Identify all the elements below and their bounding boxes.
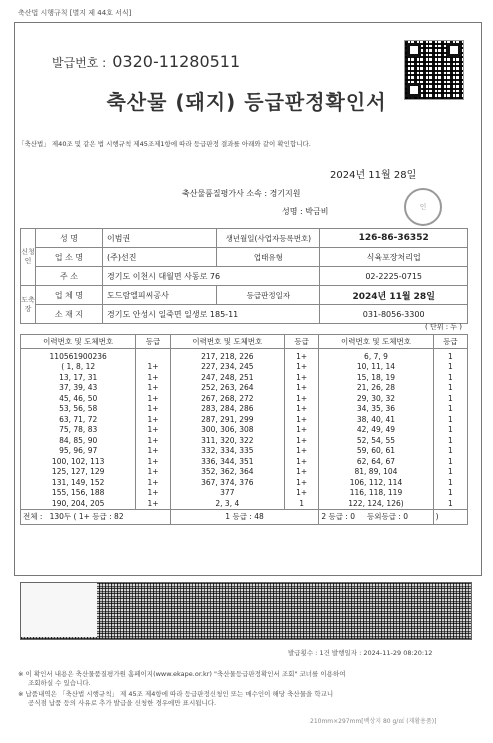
grade-row — [21, 414, 468, 425]
grade-row — [21, 362, 468, 373]
grade-cell: 1+ — [284, 372, 318, 383]
section-slaughterhouse: 도축장 — [21, 286, 36, 324]
grade-cell: 1+ — [284, 404, 318, 415]
trace-number-cell: 42, 49, 49 — [319, 425, 433, 436]
totals-cell — [21, 509, 171, 524]
grade-cell: 1+ — [284, 393, 318, 404]
grade-cell: 1 — [433, 446, 467, 457]
note-verify: ※ 이 확인서 내용은 축산물품질평가원 홈페이지(www.ekape.or.kr) "축산물등급판정확인서 조회" 코너를 이용하여 — [18, 670, 346, 678]
section-applicant: 신청인 — [21, 229, 36, 286]
grade-cell: 1+ — [284, 477, 318, 488]
grade-cell: 1+ — [284, 349, 318, 362]
grade-cell: 1+ — [136, 456, 170, 467]
trace-number-cell: 15, 18, 19 — [319, 372, 433, 383]
grade-cell: 1+ — [136, 362, 170, 373]
grade-row — [21, 404, 468, 415]
biztype-value: 식육포장처리업 — [320, 248, 468, 267]
slaughterhouse-value: 도드람엘피씨공사 — [103, 286, 217, 305]
trace-number-cell: 190, 204, 205 — [21, 498, 136, 509]
inspector-org: 축산물품질평가사 소속 : 경기지원 — [182, 189, 301, 198]
qr-finder — [447, 43, 461, 57]
grade-row — [21, 456, 468, 467]
inspector-name: 성명 : 박금비 — [282, 207, 329, 216]
grade-cell: 1+ — [136, 372, 170, 383]
trace-number-cell: 6, 7, 9 — [319, 349, 433, 362]
grade-table — [20, 334, 468, 525]
issue-number-label: 발급번호 : — [52, 56, 107, 70]
grade-cell: 1+ — [136, 425, 170, 436]
trace-number-cell: ( 1, 8, 12 — [21, 362, 136, 373]
grade-cell: 1+ — [136, 383, 170, 394]
totals-label: 전체 : — [23, 512, 43, 521]
trace-number-cell: 336, 344, 351 — [170, 456, 284, 467]
grade-cell: 1+ — [136, 414, 170, 425]
address-phone: 02-2225-0715 — [320, 267, 468, 286]
grade-cell: 1 — [433, 435, 467, 446]
name-value: 이범권 — [103, 229, 217, 248]
trace-number-cell: 332, 334, 335 — [170, 446, 284, 457]
firm-value: (주)선진 — [103, 248, 217, 267]
trace-number-cell: 367, 374, 376 — [170, 477, 284, 488]
barcode-margin — [21, 583, 97, 637]
issue-date: 2024년 11월 28일 — [330, 170, 417, 181]
grade-row — [21, 435, 468, 446]
totals-grade1: 1 등급 : 48 — [170, 509, 319, 524]
totals-summary: 130두 ( 1+ 등급 : 82 — [49, 512, 124, 521]
trace-number-cell: 13, 17, 31 — [21, 372, 136, 383]
trace-number-cell: 52, 54, 55 — [319, 435, 433, 446]
trace-number-cell: 300, 306, 308 — [170, 425, 284, 436]
trace-number-cell: 59, 60, 61 — [319, 446, 433, 457]
grade-cell: 1+ — [136, 467, 170, 478]
judge-date-value: 2024년 11월 28일 — [320, 286, 468, 305]
col-header: 등급 — [136, 335, 170, 349]
barcode — [20, 582, 472, 640]
trace-number-cell: 10, 11, 14 — [319, 362, 433, 373]
document-title: 축산물 (돼지) 등급판정확인서 — [106, 90, 387, 114]
trace-number-cell: 38, 40, 41 — [319, 414, 433, 425]
grade-cell: 1+ — [284, 467, 318, 478]
grade-cell: 1 — [433, 383, 467, 394]
grade-cell: 1+ — [136, 477, 170, 488]
grade-row — [21, 349, 468, 362]
trace-number-cell: 131, 149, 152 — [21, 477, 136, 488]
grade-cell — [136, 349, 170, 362]
grade-row — [21, 446, 468, 457]
grade-cell: 1 — [433, 362, 467, 373]
grade-cell: 1+ — [136, 404, 170, 415]
address-value: 경기도 이천시 대월면 사동로 76 — [103, 267, 320, 286]
grade-cell: 1+ — [284, 446, 318, 457]
grade-cell: 1+ — [136, 498, 170, 509]
grade-cell: 1+ — [284, 362, 318, 373]
grade-cell: 1 — [433, 425, 467, 436]
col-header: 등급 — [284, 335, 318, 349]
grade-cell: 1+ — [284, 488, 318, 499]
trace-number-cell: 352, 362, 364 — [170, 467, 284, 478]
col-header: 등급 — [433, 335, 467, 349]
form-id: 축산법 시행규칙 [별지 제 44호 서식] — [18, 9, 132, 17]
judge-date-key: 등급판정일자 — [217, 286, 320, 305]
slaughterhouse-key: 업 체 명 — [36, 286, 103, 305]
trace-number-cell: 122, 124, 126) — [319, 498, 433, 509]
grade-row — [21, 425, 468, 436]
trace-number-cell: 84, 85, 90 — [21, 435, 136, 446]
col-header: 이력번호 및 도체번호 — [21, 335, 136, 349]
trace-number-cell: 21, 26, 28 — [319, 383, 433, 394]
trace-number-cell: 377 — [170, 488, 284, 499]
bizno-value: 126-86-36352 — [320, 229, 468, 248]
totals-g2-cell — [319, 509, 433, 524]
note-delivery-cont: 공식점 납품 등의 사유로 추가 발급을 신청한 경우에만 표시됩니다. — [28, 699, 217, 707]
grade-cell: 1 — [433, 498, 467, 509]
trace-number-cell: 81, 89, 104 — [319, 467, 433, 478]
location-phone: 031-8056-3300 — [320, 305, 468, 324]
trace-number-cell: 100, 102, 113 — [21, 456, 136, 467]
note-delivery: ※ 납품내역은 「축산법 시행규칙」 제 45조 제4항에 따라 등급판정신청인 또는 매수인이 해당 축산물을 학교니 — [18, 690, 334, 698]
grade-row — [21, 383, 468, 394]
name-key: 성 명 — [36, 229, 103, 248]
bizno-key: 생년월일(사업자등록번호) — [217, 229, 320, 248]
grade-rows — [21, 349, 468, 510]
grade-cell: 1 — [433, 372, 467, 383]
issue-number-value: 0320-11280511 — [112, 52, 241, 71]
trace-number-cell: 29, 30, 32 — [319, 393, 433, 404]
issue-footline: 발급횟수 : 1건 발행일자 : 2024-11-29 08:20:12 — [288, 649, 433, 657]
applicant-info-table — [20, 228, 468, 324]
col-header: 이력번호 및 도체번호 — [170, 335, 284, 349]
grade-cell: 1+ — [136, 446, 170, 457]
legal-basis: 「축산법」 제40조 및 같은 법 시행규칙 제45조제1항에 따라 등급판정 결과를 아래와 같이 확인합니다. — [18, 140, 311, 148]
trace-number-cell: 2, 3, 4 — [170, 498, 284, 509]
address-key: 주 소 — [36, 267, 103, 286]
location-value: 경기도 안성시 일죽면 일생로 185-11 — [103, 305, 320, 324]
trace-number-cell: 95, 96, 97 — [21, 446, 136, 457]
grade-row — [21, 498, 468, 509]
grade-row — [21, 393, 468, 404]
trace-number-cell: 34, 35, 36 — [319, 404, 433, 415]
official-seal: 인 — [404, 188, 442, 226]
paper-spec: 210mm×297mm[백상지 80 g/㎡ (재활용품)] — [310, 718, 437, 725]
trace-number-cell: 247, 248, 251 — [170, 372, 284, 383]
grade-cell: 1 — [433, 467, 467, 478]
trace-number-cell: 155, 156, 188 — [21, 488, 136, 499]
totals-grade2: 2 등급 : 0 — [321, 512, 356, 521]
grade-cell: 1+ — [136, 435, 170, 446]
qr-finder — [407, 43, 421, 57]
grade-cell: 1 — [284, 498, 318, 509]
grade-cell: 1+ — [136, 393, 170, 404]
biztype-key: 업태유형 — [217, 248, 320, 267]
trace-number-cell: 287, 291, 299 — [170, 414, 284, 425]
grade-cell: 1 — [433, 488, 467, 499]
unit-label: ( 단위 : 두 ) — [425, 323, 463, 331]
grade-cell: 1+ — [136, 488, 170, 499]
trace-number-cell: 252, 263, 264 — [170, 383, 284, 394]
grade-cell: 1+ — [284, 425, 318, 436]
issue-number — [52, 52, 240, 71]
trace-number-cell: 62, 64, 67 — [319, 456, 433, 467]
totals-out: 등외등급 : 0 — [366, 512, 408, 521]
grade-cell: 1 — [433, 393, 467, 404]
trace-number-cell: 125, 127, 129 — [21, 467, 136, 478]
grade-row — [21, 372, 468, 383]
trace-number-cell: 45, 46, 50 — [21, 393, 136, 404]
col-header: 이력번호 및 도체번호 — [319, 335, 433, 349]
grade-cell: 1+ — [284, 435, 318, 446]
grade-row — [21, 488, 468, 499]
grade-row — [21, 477, 468, 488]
trace-number-cell: 63, 71, 72 — [21, 414, 136, 425]
grade-cell: 1 — [433, 349, 467, 362]
grade-cell: 1+ — [284, 383, 318, 394]
trace-number-cell: 37, 39, 43 — [21, 383, 136, 394]
trace-number-cell: 227, 234, 245 — [170, 362, 284, 373]
grade-cell: 1 — [433, 414, 467, 425]
location-key: 소 재 지 — [36, 305, 103, 324]
trace-number-cell: 267, 268, 272 — [170, 393, 284, 404]
grade-cell: 1+ — [284, 456, 318, 467]
trace-number-cell: 217, 218, 226 — [170, 349, 284, 362]
grade-row — [21, 467, 468, 478]
note-verify-cont: 조회하실 수 있습니다. — [28, 679, 91, 687]
trace-number-cell: 311, 320, 322 — [170, 435, 284, 446]
trace-number-cell: 116, 118, 119 — [319, 488, 433, 499]
trace-number-cell: 75, 78, 83 — [21, 425, 136, 436]
firm-key: 업 소 명 — [36, 248, 103, 267]
trace-number-cell: 283, 284, 286 — [170, 404, 284, 415]
grade-cell: 1 — [433, 404, 467, 415]
trace-number-cell: 106, 112, 114 — [319, 477, 433, 488]
trace-number-cell: 53, 56, 58 — [21, 404, 136, 415]
trace-number-cell: 110561900236 — [21, 349, 136, 362]
totals-close: ) — [433, 509, 467, 524]
grade-cell: 1 — [433, 456, 467, 467]
grade-cell: 1+ — [284, 414, 318, 425]
grade-cell: 1 — [433, 477, 467, 488]
